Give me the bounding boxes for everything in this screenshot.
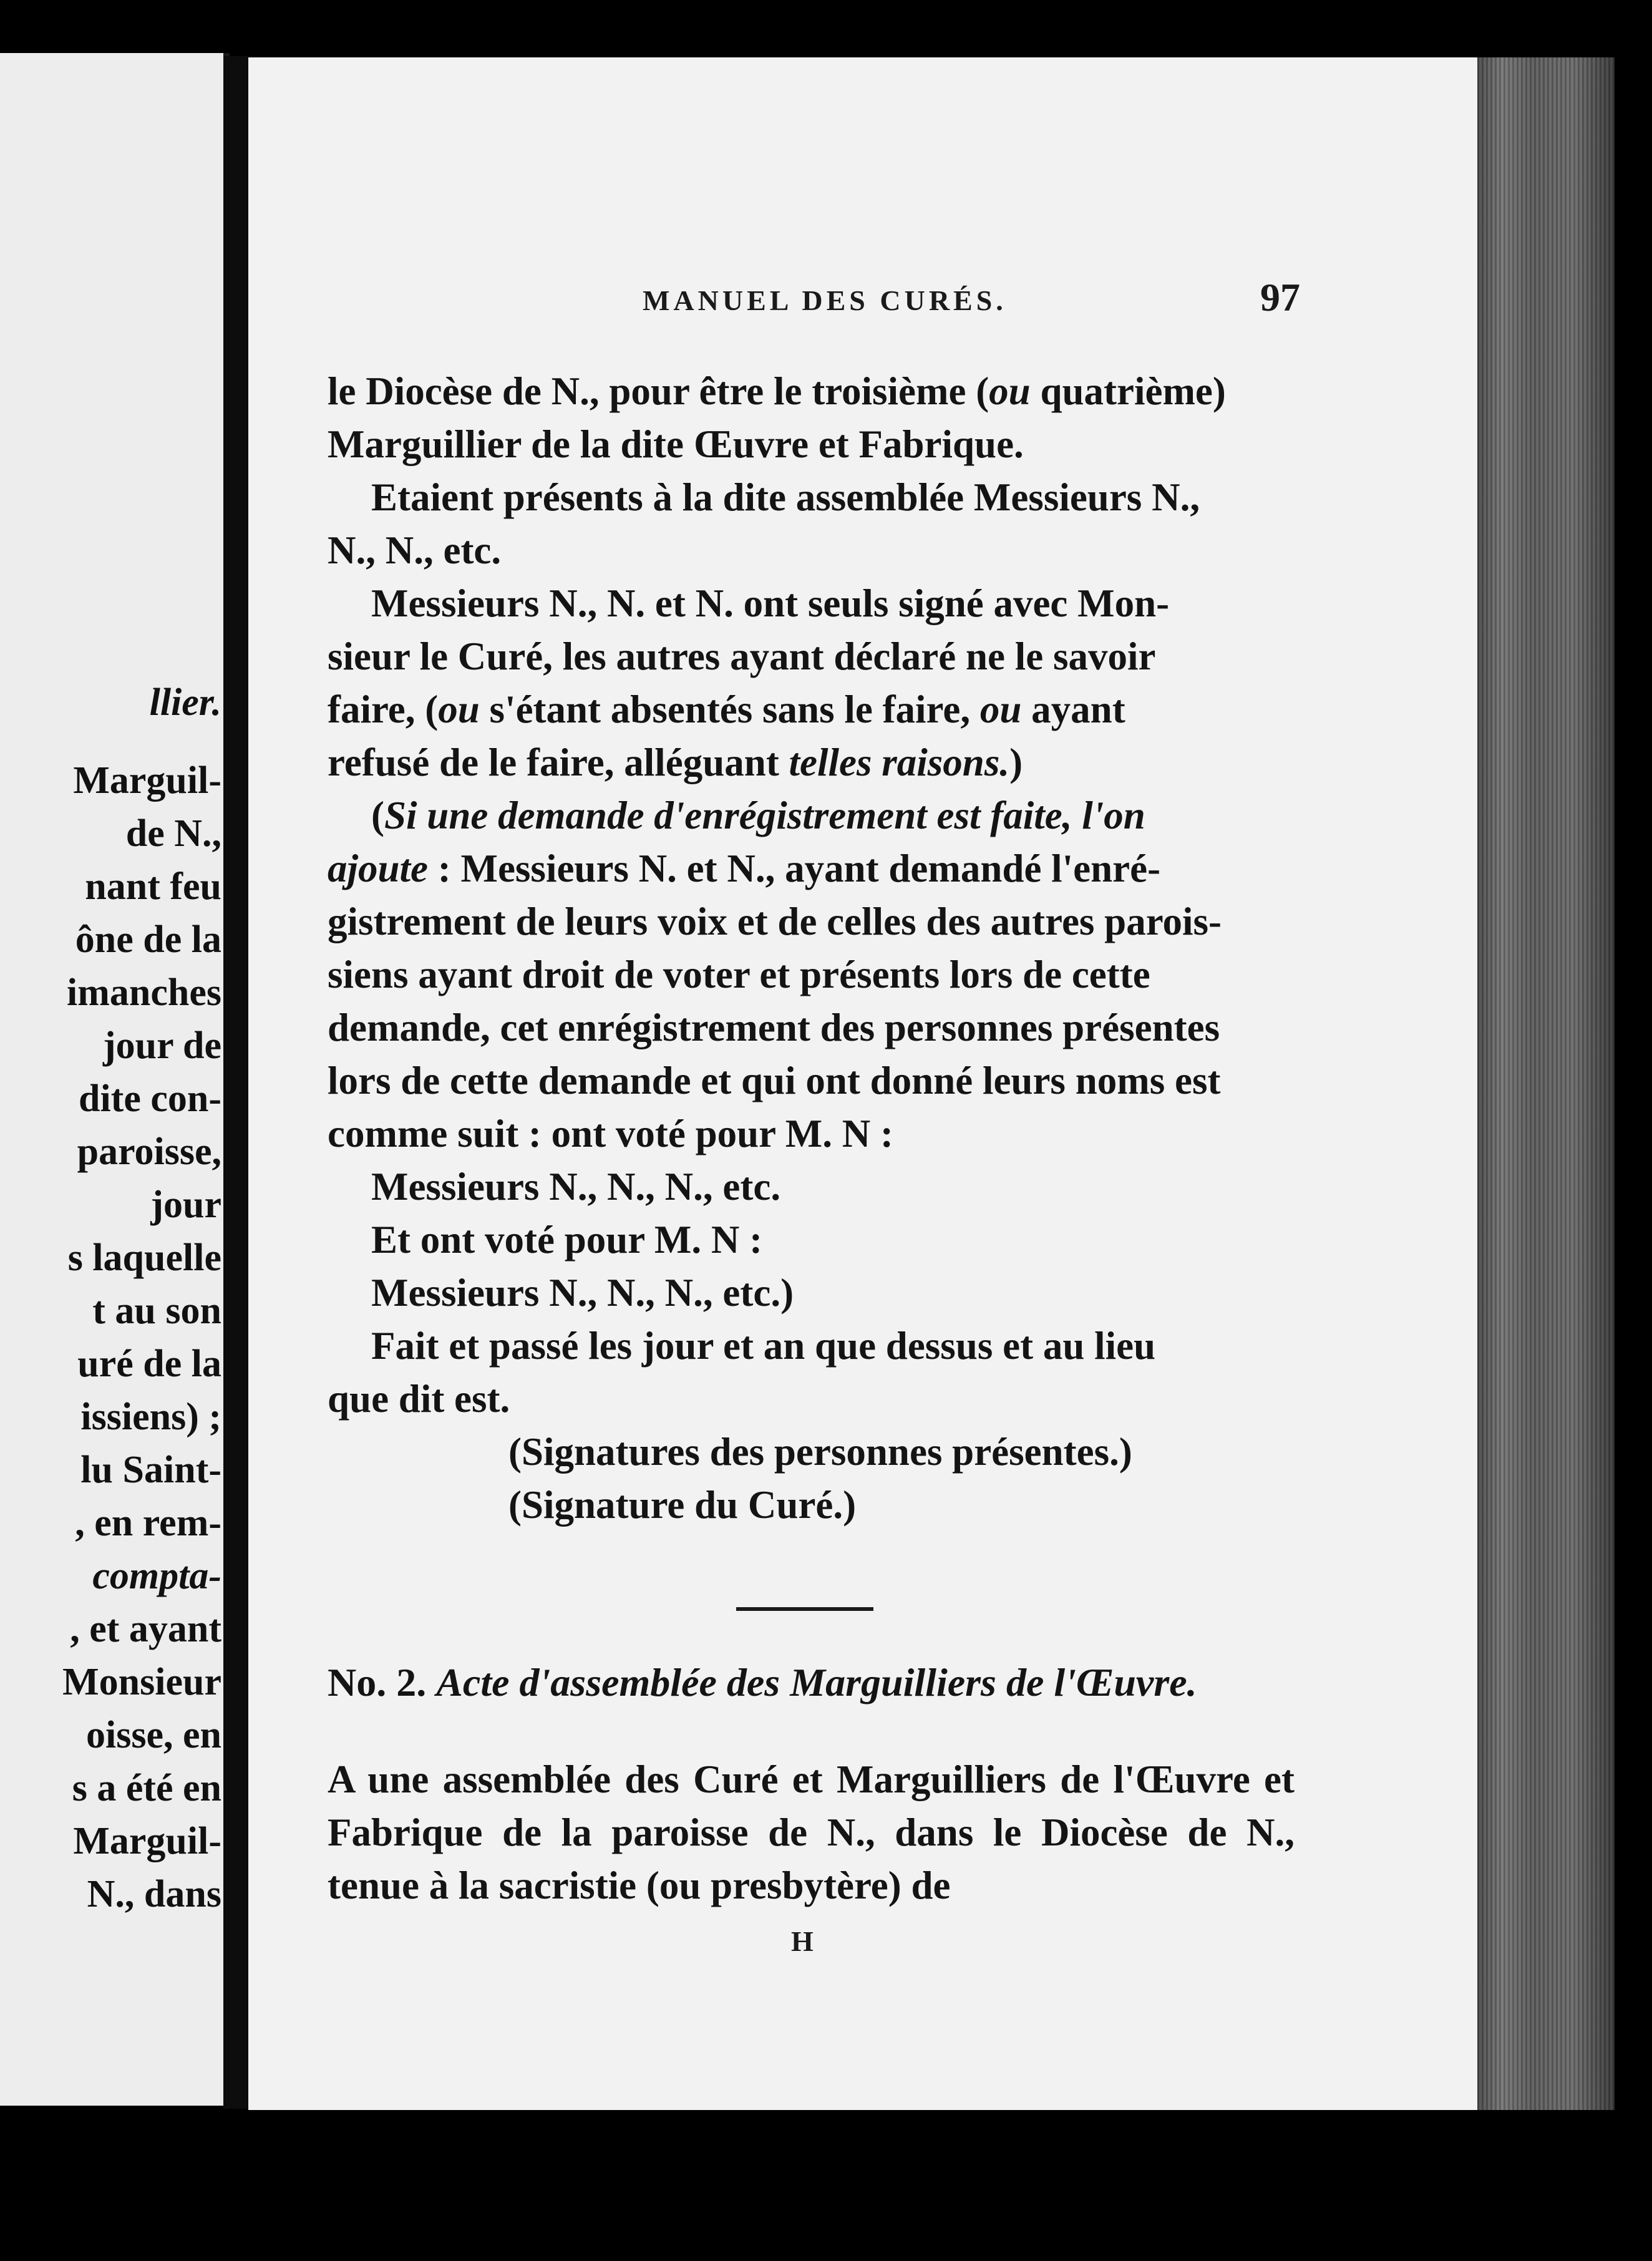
left-page-line: imanches <box>67 971 221 1014</box>
page-number: 97 <box>1260 275 1300 319</box>
left-page-line: uré de la <box>77 1343 221 1385</box>
section-divider <box>736 1607 873 1611</box>
text-line: demande, cet enrégistrement des personnes présentes <box>328 1006 1220 1049</box>
left-page-line: N., dans <box>87 1873 221 1915</box>
page-edges <box>1477 57 1615 2110</box>
left-page-line: s a été en <box>72 1767 221 1809</box>
text-line: lors de cette demande et qui ont donné leurs noms est <box>328 1059 1221 1102</box>
left-page-line: oisse, en <box>86 1714 221 1756</box>
left-page-line: dite con- <box>78 1077 221 1120</box>
left-page-line: jour de <box>102 1024 221 1067</box>
left-page-line: de N., <box>125 812 221 855</box>
text-line: N., N., etc. <box>328 528 502 572</box>
text-line: sieur le Curé, les autres ayant déclaré ne le savoir <box>328 635 1156 678</box>
left-page-line: jour <box>150 1184 221 1226</box>
text-line: Messieurs N., N. et N. ont seuls signé avec Mon- <box>371 581 1170 625</box>
text-line: faire, (ou s'étant absentés sans le faire, ou ayant <box>328 688 1125 731</box>
left-page-line: s laquelle <box>67 1237 221 1279</box>
text-line: Fait et passé les jour et an que dessus et au lieu <box>371 1324 1156 1368</box>
left-page-line: nant feu <box>85 865 221 908</box>
body-text <box>328 365 1307 1532</box>
text-line: Marguillier de la dite Œuvre et Fabrique. <box>328 422 1024 466</box>
signature-line: (Signatures des personnes présentes.) <box>508 1430 1132 1474</box>
left-page-line: , et ayant <box>70 1608 221 1650</box>
heading-title: Acte d'assemblée des Marguilliers de l'Œuvre. <box>436 1660 1197 1704</box>
book-gutter <box>223 56 248 2109</box>
text-line: refusé de le faire, alléguant telles raisons.) <box>328 741 1023 784</box>
left-page-line: paroisse, <box>77 1130 221 1173</box>
signature-mark: H <box>791 1925 814 1957</box>
left-page-line: llier. <box>149 681 221 724</box>
heading-number: No. 2. <box>328 1660 427 1704</box>
text-line: Messieurs N., N., N., etc.) <box>371 1271 794 1315</box>
text-line: ajoute : Messieurs N. et N., ayant demandé l'enré- <box>328 847 1161 890</box>
left-page-line: compta- <box>92 1555 221 1597</box>
left-page-fragment <box>0 53 230 2106</box>
left-page-line: t au son <box>92 1290 221 1332</box>
left-page-line: Monsieur <box>62 1661 221 1703</box>
text-line: Etaient présents à la dite assemblée Messieurs N., <box>371 475 1200 519</box>
left-page-line: ône de la <box>75 918 221 961</box>
text-line: que dit est. <box>328 1377 510 1421</box>
signature-line: (Signature du Curé.) <box>508 1483 857 1527</box>
left-page-line: lu Saint- <box>80 1449 221 1491</box>
left-page-line: issiens) ; <box>80 1396 221 1438</box>
left-page-line: Marguil- <box>73 759 221 802</box>
text-line: le Diocèse de N., pour être le troisième (ou quatrième) <box>328 369 1226 413</box>
text-line: siens ayant droit de voter et présents lors de cette <box>328 953 1150 996</box>
running-head: MANUEL DES CURÉS. <box>643 284 1007 316</box>
text-line: Et ont voté pour M. N : <box>371 1218 763 1262</box>
text-line: (Si une demande d'enrégistrement est faite, l'on <box>371 794 1145 837</box>
section-heading <box>328 1660 1307 1706</box>
text-line: comme suit : ont voté pour M. N : <box>328 1112 893 1155</box>
paragraph: A une assemblée des Curé et Marguilliers de l'Œuvre et Fabrique de la paroisse de N., dans le Diocèse de N., tenue à la sacristie (ou presbytère) de <box>328 1758 1295 1907</box>
text-line: Messieurs N., N., N., etc. <box>371 1165 781 1208</box>
text-line: gistrement de leurs voix et de celles des autres parois- <box>328 900 1222 943</box>
left-page-line: Marguil- <box>73 1820 221 1862</box>
left-page-line: , en rem- <box>75 1502 221 1544</box>
